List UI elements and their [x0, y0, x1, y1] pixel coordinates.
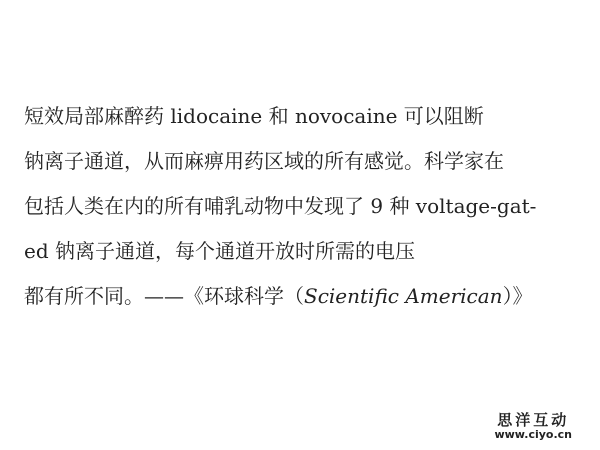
watermark-logo — [494, 412, 572, 441]
watermark-title: 思洋互动 — [497, 411, 570, 429]
source-suffix: ）》 — [502, 284, 533, 308]
source-publication: Scientific American — [304, 284, 503, 308]
article-excerpt — [24, 98, 584, 323]
text-line: 钠离子通道，从而麻痹用药区域的所有感觉。科学家在 — [24, 149, 504, 173]
text-line: ed 钠离子通道，每个通道开放时所需的电压 — [24, 239, 415, 263]
watermark-url: www.ciyo.cn — [494, 427, 572, 441]
source-prefix: 都有所不同。——《环球科学（ — [24, 284, 304, 308]
text-line-source — [24, 278, 584, 323]
text-line: 包括人类在内的所有哺乳动物中发现了 9 种 voltage-gat- — [24, 194, 537, 218]
text-line: 短效局部麻醉药 lidocaine 和 novocaine 可以阻断 — [24, 104, 484, 128]
